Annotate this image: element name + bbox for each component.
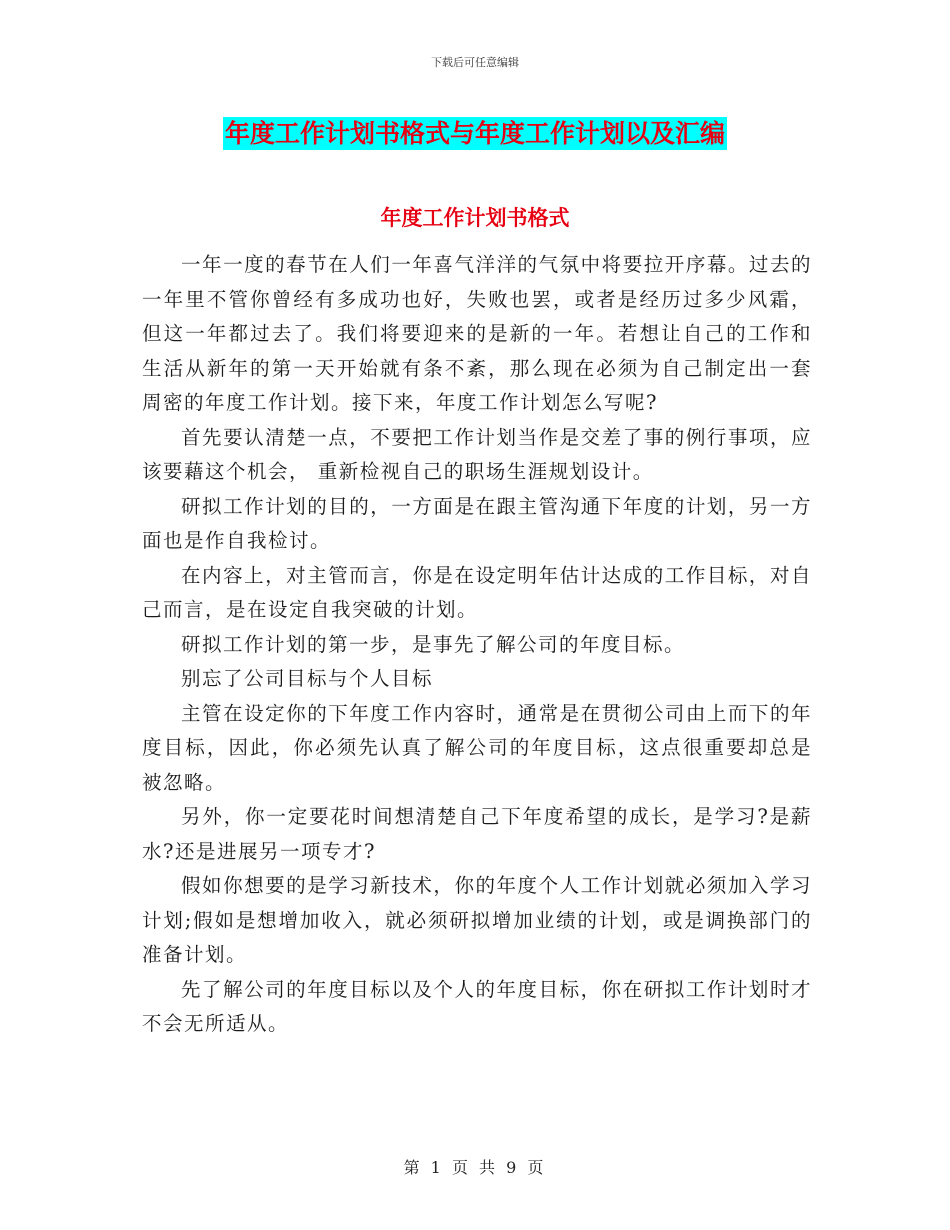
- header-note: 下载后可任意编辑: [431, 56, 519, 69]
- document-title: [0, 112, 950, 150]
- section-title: 年度工作计划书格式: [380, 205, 570, 230]
- paragraph-5: 研拟工作计划的第一步，是事先了解公司的年度目标。: [181, 632, 686, 656]
- paragraph-1: 一年一度的春节在人们一年喜气洋洋的气氛中将要拉开序幕。过去的一年里不管你曾经有多成功也好，失败也罢，或者是经历过多少风霜，但这一年都过去了。我们将要迎来的是新的一年。若想让自己的工作和生活从新年的第一天开始就有条不紊，那么现在必须为自己制定出一套周密的年度工作计划。接下来，年度工作计划怎么写呢?: [142, 253, 812, 414]
- paragraph-2: 首先要认清楚一点，不要把工作计划当作是交差了事的例行事项，应该要藉这个机会， 重新检视自己的职场生涯规划设计。: [142, 425, 812, 483]
- document-title-highlight: 年度工作计划书格式与年度工作计划以及汇编: [224, 119, 725, 148]
- document-body: [142, 248, 812, 1042]
- paragraph-8: 另外，你一定要花时间想清楚自己下年度希望的成长，是学习?是薪水?还是进展另一项专才?: [142, 805, 812, 863]
- paragraph-10: 先了解公司的年度目标以及个人的年度目标，你在研拟工作计划时才不会无所适从。: [142, 977, 812, 1035]
- paragraph-3: 研拟工作计划的目的，一方面是在跟主管沟通下年度的计划，另一方面也是作自我检讨。: [142, 494, 812, 552]
- paragraph-4: 在内容上，对主管而言，你是在设定明年估计达成的工作目标，对自己而言，是在设定自我突破的计划。: [142, 563, 812, 621]
- page-number-footer: 第 1 页 共 9 页: [403, 1158, 547, 1177]
- paragraph-7: 主管在设定你的下年度工作内容时，通常是在贯彻公司由上而下的年度目标，因此，你必须先认真了解公司的年度目标，这点很重要却总是被忽略。: [142, 701, 812, 794]
- paragraph-9: 假如你想要的是学习新技术，你的年度个人工作计划就必须加入学习计划;假如是想增加收入，就必须研拟增加业绩的计划，或是调换部门的准备计划。: [142, 874, 812, 966]
- paragraph-6: 别忘了公司目标与个人目标: [181, 667, 434, 690]
